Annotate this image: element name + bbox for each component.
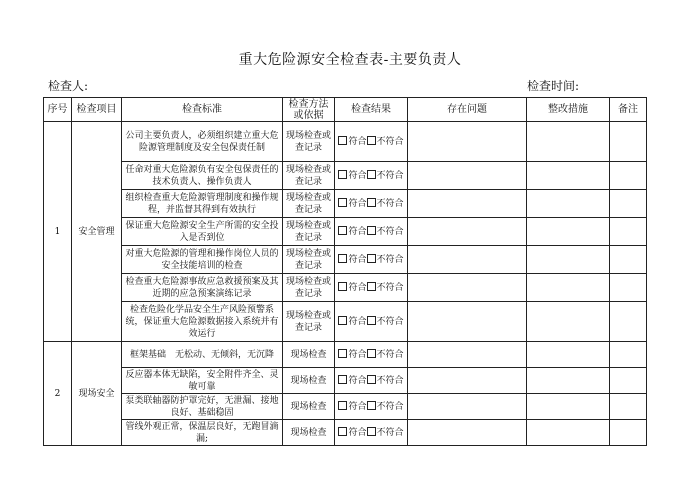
remark-cell[interactable] xyxy=(610,122,647,162)
table-row xyxy=(44,190,647,218)
problem-cell[interactable] xyxy=(408,342,527,368)
check-standard: 框架基础 无松动、无倾斜，无沉降 xyxy=(122,342,283,368)
checkbox-icon[interactable] xyxy=(367,254,376,263)
problem-cell[interactable] xyxy=(408,162,527,190)
checkbox-icon[interactable] xyxy=(338,198,347,207)
check-standard: 泵类联轴器防护罩完好，无泄漏、接地良好、基础稳固 xyxy=(122,394,283,420)
rectification-cell[interactable] xyxy=(527,420,610,446)
header-row xyxy=(44,98,647,122)
result-cell: 符合 不符合 xyxy=(335,122,408,162)
check-method: 现场检查或查记录 xyxy=(283,246,335,274)
check-standard: 任命对重大危险源负有安全包保责任的技术负责人、操作负责人 xyxy=(122,162,283,190)
remark-cell[interactable] xyxy=(610,218,647,246)
rectification-cell[interactable] xyxy=(527,394,610,420)
remark-cell[interactable] xyxy=(610,302,647,342)
result-cell: 符合 不符合 xyxy=(335,420,408,446)
rectification-cell[interactable] xyxy=(527,274,610,302)
remark-cell[interactable] xyxy=(610,368,647,394)
check-method: 现场检查或查记录 xyxy=(283,190,335,218)
checkbox-icon[interactable] xyxy=(367,198,376,207)
checkbox-icon[interactable] xyxy=(338,427,347,436)
table-row xyxy=(44,218,647,246)
rectification-cell[interactable] xyxy=(527,246,610,274)
header-no: 序号 xyxy=(44,98,72,122)
check-method: 现场检查或查记录 xyxy=(283,302,335,342)
rectification-cell[interactable] xyxy=(527,162,610,190)
header-result: 检查结果 xyxy=(335,98,408,122)
table-row xyxy=(44,342,647,368)
check-item: 安全管理 xyxy=(72,122,122,342)
problem-cell[interactable] xyxy=(408,246,527,274)
result-cell: 符合 不符合 xyxy=(335,302,408,342)
remark-cell[interactable] xyxy=(610,246,647,274)
row-number: 1 xyxy=(44,122,72,342)
check-standard: 检查危险化学品安全生产风险预警系统，保证重大危险源数据接入系统并有效运行 xyxy=(122,302,283,342)
remark-cell[interactable] xyxy=(610,190,647,218)
problem-cell[interactable] xyxy=(408,274,527,302)
checkbox-icon[interactable] xyxy=(367,349,376,358)
check-standard: 公司主要负责人，必须组织建立重大危险源管理制度及安全包保责任制 xyxy=(122,122,283,162)
checkbox-icon[interactable] xyxy=(338,136,347,145)
problem-cell[interactable] xyxy=(408,302,527,342)
page-title: 重大危险源安全检查表-主要负责人 xyxy=(238,52,462,68)
checkbox-icon[interactable] xyxy=(367,316,376,325)
rectification-cell[interactable] xyxy=(527,218,610,246)
checkbox-icon[interactable] xyxy=(367,427,376,436)
check-standard: 组织检查重大危险源管理制度和操作规程，并监督其得到有效执行 xyxy=(122,190,283,218)
remark-cell[interactable] xyxy=(610,162,647,190)
checkbox-icon[interactable] xyxy=(338,282,347,291)
inspection-table xyxy=(43,97,647,446)
table-row xyxy=(44,246,647,274)
table-row xyxy=(44,274,647,302)
check-method: 现场检查 xyxy=(283,342,335,368)
problem-cell[interactable] xyxy=(408,420,527,446)
table-row xyxy=(44,122,647,162)
check-method: 现场检查或查记录 xyxy=(283,162,335,190)
check-method: 现场检查 xyxy=(283,394,335,420)
checkbox-icon[interactable] xyxy=(338,170,347,179)
header-method: 检查方法或依据 xyxy=(283,98,335,122)
checkbox-icon[interactable] xyxy=(338,349,347,358)
result-cell: 符合 不符合 xyxy=(335,246,408,274)
header-standard: 检查标准 xyxy=(122,98,283,122)
inspection-time-label: 检查时间: xyxy=(527,79,580,93)
check-standard: 检查重大危险源事故应急救援预案及其近期的应急预案演练记录 xyxy=(122,274,283,302)
result-cell: 符合 不符合 xyxy=(335,342,408,368)
checkbox-icon[interactable] xyxy=(367,136,376,145)
remark-cell[interactable] xyxy=(610,420,647,446)
table-row xyxy=(44,420,647,446)
result-cell: 符合 不符合 xyxy=(335,394,408,420)
header-remark: 备注 xyxy=(610,98,647,122)
problem-cell[interactable] xyxy=(408,122,527,162)
remark-cell[interactable] xyxy=(610,342,647,368)
table-row xyxy=(44,394,647,420)
check-method: 现场检查 xyxy=(283,368,335,394)
checkbox-icon[interactable] xyxy=(367,226,376,235)
result-cell: 符合 不符合 xyxy=(335,218,408,246)
check-standard: 保证重大危险源安全生产所需的安全投入是否到位 xyxy=(122,218,283,246)
rectification-cell[interactable] xyxy=(527,122,610,162)
check-item: 现场安全 xyxy=(72,342,122,446)
checkbox-icon[interactable] xyxy=(367,282,376,291)
problem-cell[interactable] xyxy=(408,190,527,218)
checkbox-icon[interactable] xyxy=(367,375,376,384)
checkbox-icon[interactable] xyxy=(338,226,347,235)
rectification-cell[interactable] xyxy=(527,368,610,394)
result-cell: 符合 不符合 xyxy=(335,368,408,394)
check-method: 现场检查或查记录 xyxy=(283,218,335,246)
rectification-cell[interactable] xyxy=(527,302,610,342)
check-standard: 对重大危险源的管理和操作岗位人员的安全技能培训的检查 xyxy=(122,246,283,274)
table-row xyxy=(44,302,647,342)
rectification-cell[interactable] xyxy=(527,190,610,218)
rectification-cell[interactable] xyxy=(527,342,610,368)
problem-cell[interactable] xyxy=(408,368,527,394)
table-row xyxy=(44,162,647,190)
result-cell: 符合 不符合 xyxy=(335,190,408,218)
checkbox-icon[interactable] xyxy=(367,170,376,179)
checkbox-icon[interactable] xyxy=(338,375,347,384)
header-problem: 存在问题 xyxy=(408,98,527,122)
header-rectification: 整改措施 xyxy=(527,98,610,122)
result-cell: 符合 不符合 xyxy=(335,162,408,190)
inspector-label: 检查人: xyxy=(48,79,89,93)
check-method: 现场检查或查记录 xyxy=(283,274,335,302)
header-item: 检查项目 xyxy=(72,98,122,122)
problem-cell[interactable] xyxy=(408,218,527,246)
checkbox-icon[interactable] xyxy=(338,254,347,263)
checkbox-icon[interactable] xyxy=(367,401,376,410)
remark-cell[interactable] xyxy=(610,274,647,302)
result-cell: 符合 不符合 xyxy=(335,274,408,302)
check-standard: 管线外观正常，保温层良好，无跑冒滴漏; xyxy=(122,420,283,446)
checkbox-icon[interactable] xyxy=(338,401,347,410)
check-method: 现场检查或查记录 xyxy=(283,122,335,162)
checkbox-icon[interactable] xyxy=(338,316,347,325)
problem-cell[interactable] xyxy=(408,394,527,420)
check-method: 现场检查 xyxy=(283,420,335,446)
remark-cell[interactable] xyxy=(610,394,647,420)
table-row xyxy=(44,368,647,394)
row-number: 2 xyxy=(44,342,72,446)
check-standard: 反应器本体无缺陷，安全附件齐全、灵敏可靠 xyxy=(122,368,283,394)
